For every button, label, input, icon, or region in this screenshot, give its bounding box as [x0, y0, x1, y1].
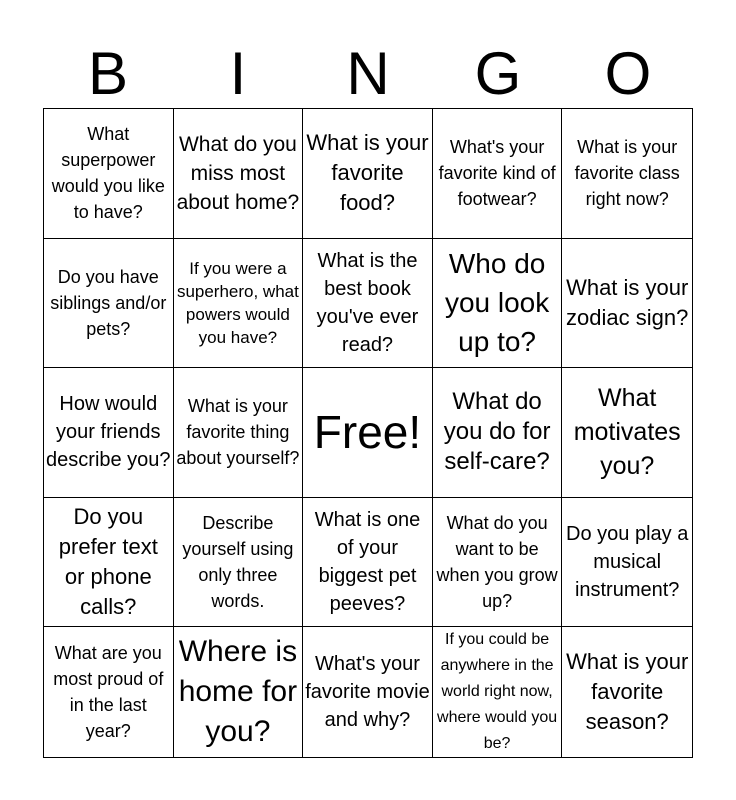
cell-text: If you were a superhero, what powers would you have? — [176, 258, 299, 347]
cell-text: What is your favorite thing about yourself? — [176, 396, 300, 469]
bingo-cell-r4c5[interactable] — [562, 498, 692, 628]
cell-text: What is your favorite season? — [566, 649, 689, 735]
bingo-cell-r2c5[interactable] — [562, 239, 692, 369]
bingo-cell-r3c4[interactable] — [433, 368, 563, 498]
cell-text: What do you miss most about home? — [176, 132, 300, 214]
bingo-cell-r1c3[interactable] — [303, 109, 433, 239]
bingo-cell-r3c1[interactable] — [44, 368, 174, 498]
cell-text: Do you have siblings and/or pets? — [50, 266, 167, 339]
cell-text: If you could be anywhere in the world right now, where would you be? — [437, 631, 558, 753]
cell-text: What are you most proud of in the last year? — [53, 643, 164, 742]
cell-text: Describe yourself using only three words. — [182, 513, 294, 612]
bingo-cell-free[interactable] — [303, 368, 433, 498]
cell-text: What's your favorite kind of footwear? — [438, 137, 556, 210]
bingo-header — [43, 40, 693, 108]
cell-text: What superpower would you like to have? — [51, 124, 165, 223]
cell-text: What motivates you? — [573, 384, 681, 481]
bingo-cell-r4c2[interactable] — [174, 498, 304, 628]
header-letter-o: O — [604, 40, 652, 107]
cell-text: What do you want to be when you grow up? — [436, 513, 558, 612]
bingo-cell-r2c2[interactable] — [174, 239, 304, 369]
cell-text: How would your friends describe you? — [46, 393, 171, 472]
bingo-cell-r2c1[interactable] — [44, 239, 174, 369]
bingo-cell-r4c1[interactable] — [44, 498, 174, 628]
bingo-cell-r5c5[interactable] — [562, 627, 692, 757]
bingo-cell-r3c2[interactable] — [174, 368, 304, 498]
cell-text: Do you prefer text or phone calls? — [58, 504, 158, 620]
bingo-cell-r3c5[interactable] — [562, 368, 692, 498]
bingo-cell-r1c1[interactable] — [44, 109, 174, 239]
bingo-cell-r5c3[interactable] — [303, 627, 433, 757]
header-letter-n: N — [346, 40, 390, 107]
cell-text: Do you play a musical instrument? — [566, 523, 689, 602]
bingo-cell-r4c3[interactable] — [303, 498, 433, 628]
cell-text: What is your favorite class right now? — [574, 137, 680, 210]
cell-text: What is your zodiac sign? — [566, 274, 689, 330]
header-letter-b: B — [87, 40, 129, 107]
bingo-cell-r1c4[interactable] — [433, 109, 563, 239]
bingo-cell-r2c3[interactable] — [303, 239, 433, 369]
free-space-text: Free! — [313, 406, 422, 459]
cell-text: What is your favorite food? — [306, 130, 429, 216]
header-letter-i: I — [229, 40, 247, 107]
cell-text: What's your favorite movie and why? — [305, 653, 430, 732]
bingo-cell-r1c2[interactable] — [174, 109, 304, 239]
bingo-cell-r5c4[interactable] — [433, 627, 563, 757]
cell-text: What is the best book you've ever read? — [316, 249, 419, 356]
bingo-cell-r2c4[interactable] — [433, 239, 563, 369]
bingo-cell-r4c4[interactable] — [433, 498, 563, 628]
header-letter-g: G — [474, 40, 522, 107]
cell-text: What do you do for self-care? — [443, 388, 551, 476]
cell-text: What is one of your biggest pet peeves? — [314, 509, 421, 616]
cell-text: Who do you look up to? — [444, 248, 550, 358]
bingo-cell-r5c1[interactable] — [44, 627, 174, 757]
bingo-cell-r5c2[interactable] — [174, 627, 304, 757]
cell-text: Where is home for you? — [178, 635, 298, 749]
bingo-board — [43, 108, 693, 758]
bingo-cell-r1c5[interactable] — [562, 109, 692, 239]
